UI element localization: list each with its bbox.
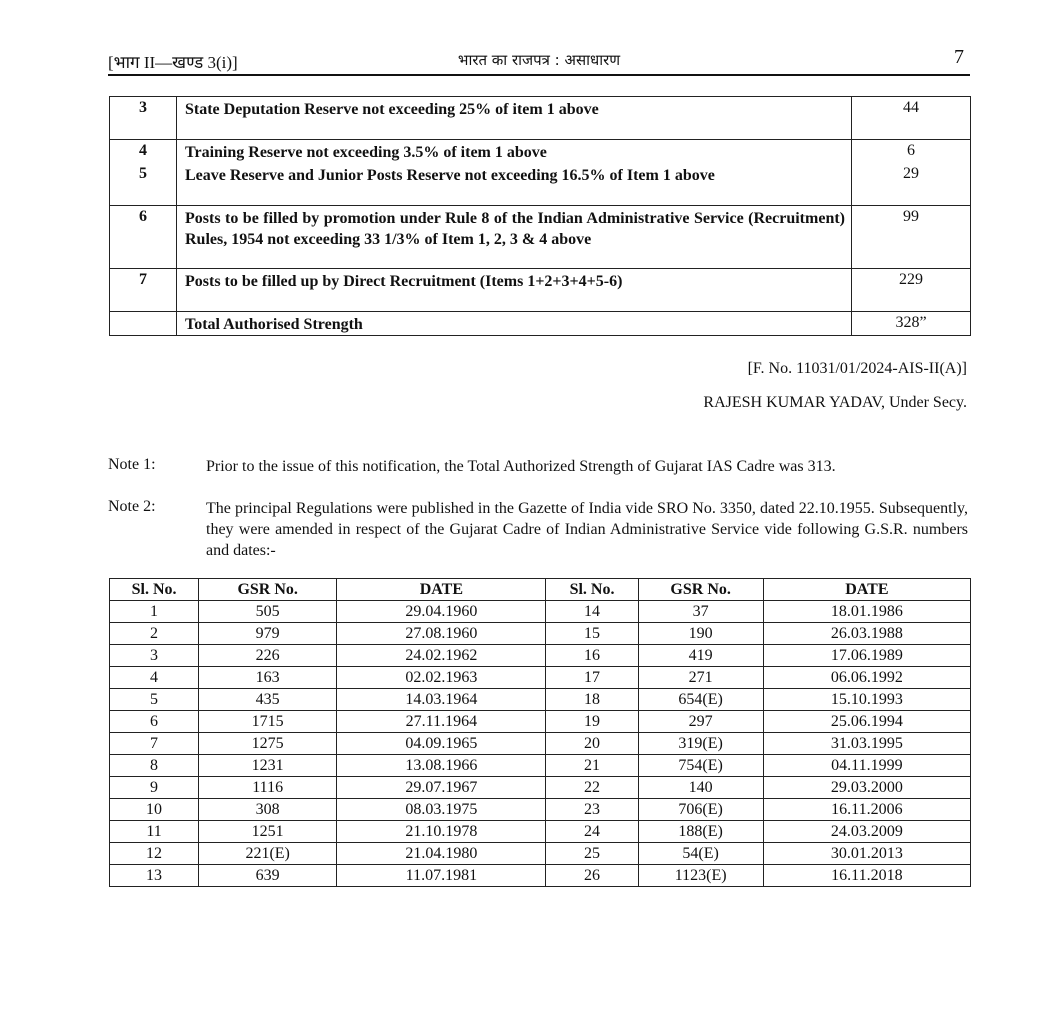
serial-number: 10 xyxy=(110,799,199,821)
table-row xyxy=(110,623,971,645)
gsr-number: 297 xyxy=(638,711,763,733)
serial-number: 9 xyxy=(110,777,199,799)
item-value: 29 xyxy=(852,163,971,206)
signatory: RAJESH KUMAR YADAV, Under Secy. xyxy=(703,394,967,411)
table-row xyxy=(110,799,971,821)
table-row xyxy=(110,163,971,206)
gsr-date: 29.04.1960 xyxy=(337,601,546,623)
gsr-number: 706(E) xyxy=(638,799,763,821)
gsr-date: 31.03.1995 xyxy=(763,733,970,755)
serial-number: 11 xyxy=(110,821,199,843)
item-value: 229 xyxy=(852,269,971,312)
serial-number: 26 xyxy=(546,865,638,887)
gsr-date: 27.11.1964 xyxy=(337,711,546,733)
gsr-amendments-table xyxy=(109,578,971,887)
item-number: 5 xyxy=(110,163,177,206)
item-number xyxy=(110,312,177,336)
total-value: 328” xyxy=(852,312,971,336)
gsr-date: 17.06.1989 xyxy=(763,645,970,667)
column-header: Sl. No. xyxy=(110,579,199,601)
item-value: 99 xyxy=(852,206,971,269)
gsr-number: 654(E) xyxy=(638,689,763,711)
table-row xyxy=(110,140,971,164)
cadre-strength-table xyxy=(109,96,971,336)
gsr-date: 18.01.1986 xyxy=(763,601,970,623)
gsr-date: 16.11.2018 xyxy=(763,865,970,887)
file-number: [F. No. 11031/01/2024-AIS-II(A)] xyxy=(747,360,967,377)
serial-number: 14 xyxy=(546,601,638,623)
gsr-number: 54(E) xyxy=(638,843,763,865)
gsr-number: 1123(E) xyxy=(638,865,763,887)
gsr-number: 163 xyxy=(199,667,337,689)
note-label: Note 2: xyxy=(108,498,156,515)
column-header: GSR No. xyxy=(199,579,337,601)
table-row xyxy=(110,689,971,711)
serial-number: 18 xyxy=(546,689,638,711)
gsr-date: 27.08.1960 xyxy=(337,623,546,645)
serial-number: 22 xyxy=(546,777,638,799)
serial-number: 3 xyxy=(110,645,199,667)
item-description: State Deputation Reserve not exceeding 25% of item 1 above xyxy=(177,97,852,140)
gsr-date: 14.03.1964 xyxy=(337,689,546,711)
gsr-number: 1231 xyxy=(199,755,337,777)
serial-number: 12 xyxy=(110,843,199,865)
gsr-date: 13.08.1966 xyxy=(337,755,546,777)
table-row xyxy=(110,755,971,777)
total-label: Total Authorised Strength xyxy=(177,312,852,336)
table-header-row xyxy=(110,579,971,601)
gsr-date: 24.02.1962 xyxy=(337,645,546,667)
gsr-date: 16.11.2006 xyxy=(763,799,970,821)
gsr-date: 21.04.1980 xyxy=(337,843,546,865)
gsr-number: 1275 xyxy=(199,733,337,755)
gsr-date: 11.07.1981 xyxy=(337,865,546,887)
column-header: Sl. No. xyxy=(546,579,638,601)
serial-number: 21 xyxy=(546,755,638,777)
gsr-date: 26.03.1988 xyxy=(763,623,970,645)
item-value: 6 xyxy=(852,140,971,164)
gsr-number: 1715 xyxy=(199,711,337,733)
total-row xyxy=(110,312,971,336)
serial-number: 16 xyxy=(546,645,638,667)
item-description: Training Reserve not exceeding 3.5% of item 1 above xyxy=(177,140,852,164)
table-row xyxy=(110,667,971,689)
note-label: Note 1: xyxy=(108,456,156,473)
gsr-number: 37 xyxy=(638,601,763,623)
gsr-number: 308 xyxy=(199,799,337,821)
gsr-number: 1116 xyxy=(199,777,337,799)
gsr-number: 319(E) xyxy=(638,733,763,755)
gsr-number: 140 xyxy=(638,777,763,799)
gsr-date: 29.03.2000 xyxy=(763,777,970,799)
item-number: 4 xyxy=(110,140,177,164)
table-row xyxy=(110,601,971,623)
gsr-date: 25.06.1994 xyxy=(763,711,970,733)
gsr-number: 1251 xyxy=(199,821,337,843)
gsr-number: 505 xyxy=(199,601,337,623)
serial-number: 7 xyxy=(110,733,199,755)
gsr-date: 08.03.1975 xyxy=(337,799,546,821)
gsr-date: 21.10.1978 xyxy=(337,821,546,843)
gsr-date: 24.03.2009 xyxy=(763,821,970,843)
serial-number: 1 xyxy=(110,601,199,623)
item-number: 7 xyxy=(110,269,177,312)
serial-number: 5 xyxy=(110,689,199,711)
column-header: DATE xyxy=(337,579,546,601)
gsr-date: 04.09.1965 xyxy=(337,733,546,755)
gsr-number: 639 xyxy=(199,865,337,887)
gsr-number: 435 xyxy=(199,689,337,711)
gsr-number: 754(E) xyxy=(638,755,763,777)
gsr-number: 226 xyxy=(199,645,337,667)
table-row xyxy=(110,733,971,755)
serial-number: 6 xyxy=(110,711,199,733)
serial-number: 2 xyxy=(110,623,199,645)
item-number: 3 xyxy=(110,97,177,140)
item-description: Posts to be filled up by Direct Recruitment (Items 1+2+3+4+5-6) xyxy=(177,269,852,312)
gsr-number: 271 xyxy=(638,667,763,689)
note-text: Prior to the issue of this notification, the Total Authorized Strength of Gujarat IAS Cadre was 313. xyxy=(206,458,836,475)
table-row xyxy=(110,269,971,312)
serial-number: 20 xyxy=(546,733,638,755)
gsr-table-body xyxy=(110,601,971,887)
serial-number: 23 xyxy=(546,799,638,821)
table-row xyxy=(110,711,971,733)
page-number: 7 xyxy=(954,46,964,68)
column-header: GSR No. xyxy=(638,579,763,601)
table-row xyxy=(110,645,971,667)
gazette-title: भारत का राजपत्र : असाधारण xyxy=(457,51,621,69)
table-row xyxy=(110,206,971,269)
serial-number: 17 xyxy=(546,667,638,689)
gsr-number: 979 xyxy=(199,623,337,645)
gsr-date: 02.02.1963 xyxy=(337,667,546,689)
gsr-date: 06.06.1992 xyxy=(763,667,970,689)
note-text: The principal Regulations were published in the Gazette of India vide SRO No. 3350, dated 22.10.1955. Subsequently, they were amended in respect of the Gujarat Cadre of Indian Administrative Service vide following G.S.R. numbers and dates:- xyxy=(206,500,968,559)
serial-number: 4 xyxy=(110,667,199,689)
serial-number: 19 xyxy=(546,711,638,733)
serial-number: 13 xyxy=(110,865,199,887)
column-header: DATE xyxy=(763,579,970,601)
table-row xyxy=(110,777,971,799)
table-row xyxy=(110,843,971,865)
part-section-label: [भाग II—खण्ड 3(i)] xyxy=(108,53,238,72)
serial-number: 8 xyxy=(110,755,199,777)
table-row xyxy=(110,821,971,843)
serial-number: 15 xyxy=(546,623,638,645)
item-number: 6 xyxy=(110,206,177,269)
serial-number: 24 xyxy=(546,821,638,843)
item-value: 44 xyxy=(852,97,971,140)
gsr-number: 190 xyxy=(638,623,763,645)
gsr-date: 04.11.1999 xyxy=(763,755,970,777)
gsr-number: 188(E) xyxy=(638,821,763,843)
table-row xyxy=(110,97,971,140)
item-description: Leave Reserve and Junior Posts Reserve not exceeding 16.5% of Item 1 above xyxy=(177,163,852,206)
item-description: Posts to be filled by promotion under Rule 8 of the Indian Administrative Service (Recruitment) Rules, 1954 not exceeding 33 1/3% of Item 1, 2, 3 & 4 above xyxy=(177,206,852,269)
gsr-date: 15.10.1993 xyxy=(763,689,970,711)
serial-number: 25 xyxy=(546,843,638,865)
gsr-number: 221(E) xyxy=(199,843,337,865)
gsr-date: 30.01.2013 xyxy=(763,843,970,865)
table-row xyxy=(110,865,971,887)
gsr-date: 29.07.1967 xyxy=(337,777,546,799)
gsr-number: 419 xyxy=(638,645,763,667)
gazette-header xyxy=(108,48,970,76)
